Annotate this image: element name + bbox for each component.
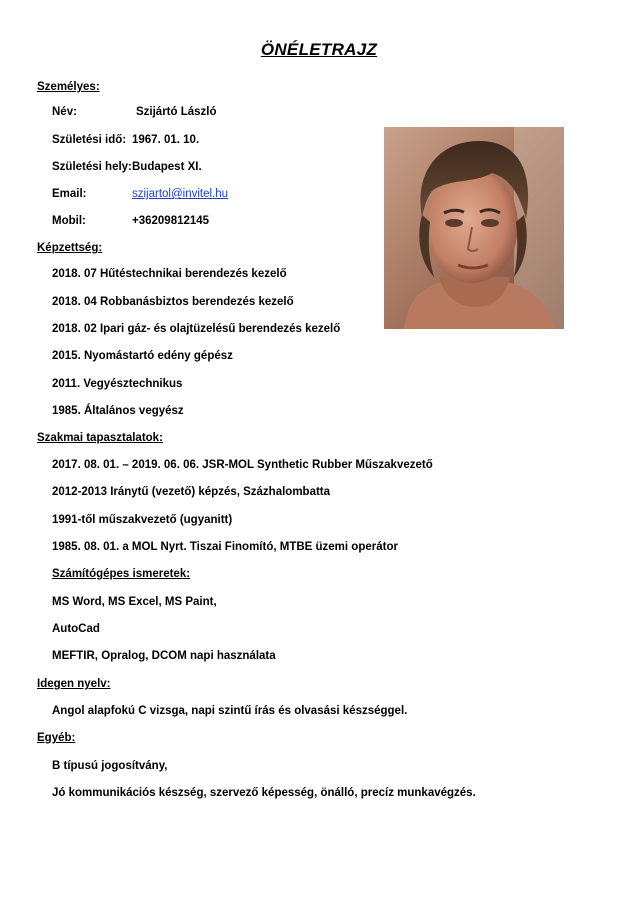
education-item: 1985. Általános vegyész <box>52 405 184 417</box>
email-link[interactable]: szijartol@invitel.hu <box>132 188 229 200</box>
subheading-computer-skills: Számítógépes ismeretek: <box>52 568 191 580</box>
profile-photo <box>384 127 564 329</box>
other-item: Jó kommunikációs készség, szervező képesség, önálló, precíz munkavégzés. <box>52 787 476 799</box>
name-value: Szijártó László <box>136 106 217 118</box>
name-label: Név: <box>52 106 77 118</box>
mobile-value: +36209812145 <box>132 215 210 227</box>
experience-item: 2017. 08. 01. – 2019. 06. 06. JSR-MOL Synthetic Rubber Műszakvezető <box>52 459 433 471</box>
experience-item: 1991-től műszakvezető (ugyanitt) <box>52 514 233 526</box>
section-heading-other: Egyéb: <box>37 732 76 744</box>
education-item: 2015. Nyomástartó edény gépész <box>52 350 233 362</box>
section-heading-personal: Személyes: <box>37 81 100 93</box>
mobile-label: Mobil: <box>52 215 86 227</box>
education-item: 2018. 02 Ipari gáz- és olajtüzelésű berendezés kezelő <box>52 323 341 335</box>
experience-item: 2012-2013 Iránytű (vezető) képzés, Százhalombatta <box>52 486 331 498</box>
birth-place-value: Budapest XI. <box>132 161 202 173</box>
computer-skill-item: MEFTIR, Opralog, DCOM napi használata <box>52 650 276 662</box>
page-title: ÖNÉLETRAJZ <box>260 40 378 59</box>
computer-skill-item: MS Word, MS Excel, MS Paint, <box>52 596 217 608</box>
education-item: 2011. Vegyésztechnikus <box>52 378 183 390</box>
birth-date-value: 1967. 01. 10. <box>132 134 200 146</box>
education-item: 2018. 04 Robbanásbiztos berendezés kezelő <box>52 296 294 308</box>
section-heading-languages: Idegen nyelv: <box>37 678 111 690</box>
experience-item: 1985. 08. 01. a MOL Nyrt. Tiszai Finomító, MTBE üzemi operátor <box>52 541 398 553</box>
education-item: 2018. 07 Hűtéstechnikai berendezés kezelő <box>52 268 287 280</box>
language-item: Angol alapfokú C vizsga, napi szintű írás és olvasási készséggel. <box>52 705 408 717</box>
birth-date-label: Születési idő: <box>52 134 127 146</box>
section-heading-education: Képzettség: <box>37 242 103 254</box>
computer-skill-item: AutoCad <box>52 623 100 635</box>
other-item: B típusú jogosítvány, <box>52 760 168 772</box>
person-portrait-icon <box>384 127 564 329</box>
email-label: Email: <box>52 188 87 200</box>
section-heading-experience: Szakmai tapasztalatok: <box>37 432 163 444</box>
birth-place-label: Születési hely: <box>52 161 132 173</box>
